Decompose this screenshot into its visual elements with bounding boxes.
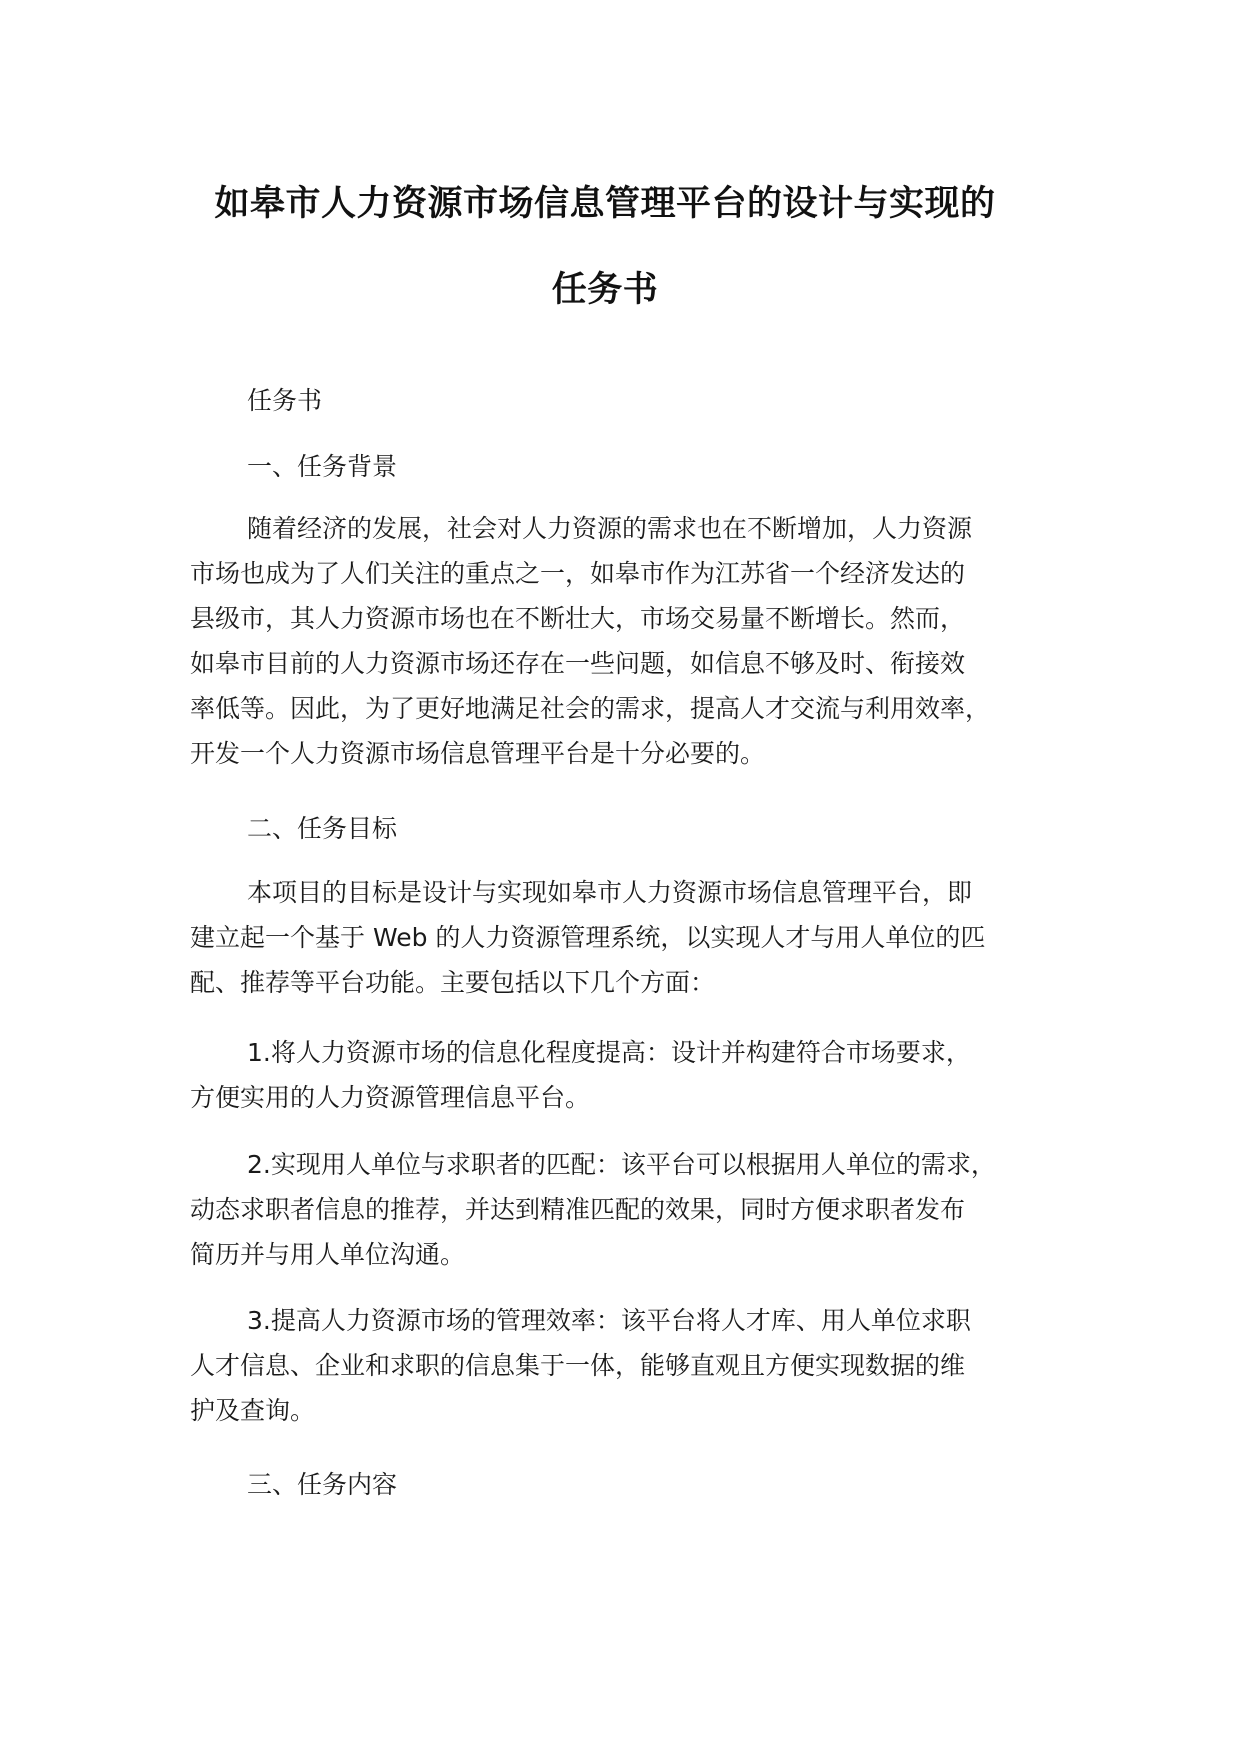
paragraph-line: 如皋市目前的人力资源市场还存在一些问题，如信息不够及时、衔接效: [190, 649, 966, 678]
goal-item-2: [190, 1142, 1080, 1277]
section1-paragraph: [190, 506, 1080, 776]
paragraph-line: 率低等。因此，为了更好地满足社会的需求，提高人才交流与利用效率，: [190, 694, 991, 723]
paragraph-line: 护及查询。: [190, 1396, 316, 1425]
document-title-line1: 如皋市人力资源市场信息管理平台的设计与实现的: [214, 184, 996, 224]
paragraph-line: 动态求职者信息的推荐，并达到精准匹配的效果，同时方便求职者发布: [190, 1195, 966, 1224]
paragraph-line: 市场也成为了人们关注的重点之一，如皋市作为江苏省一个经济发达的: [190, 559, 966, 588]
goal-item-3: [190, 1298, 1080, 1433]
section1-heading: 一、任务背景: [247, 452, 398, 481]
paragraph-line: 配、推荐等平台功能。主要包括以下几个方面：: [190, 968, 716, 997]
document-title-line2: 任务书: [551, 270, 659, 310]
paragraph-line: 建立起一个基于 Web 的人力资源管理系统，以实现人才与用人单位的匹: [190, 923, 986, 952]
paragraph-line: 人才信息、企业和求职的信息集于一体，能够直观且方便实现数据的维: [190, 1351, 966, 1380]
paragraph-line: 随着经济的发展，社会对人力资源的需求也在不断增加，人力资源: [247, 514, 973, 543]
paragraph-line: 开发一个人力资源市场信息管理平台是十分必要的。: [190, 739, 766, 768]
paragraph-line: 1.将人力资源市场的信息化程度提高：设计并构建符合市场要求，: [247, 1038, 971, 1067]
section2-heading: 二、任务目标: [247, 814, 398, 843]
paragraph-line: 本项目的目标是设计与实现如皋市人力资源市场信息管理平台，即: [247, 878, 973, 907]
goal-item-1: [190, 1030, 1080, 1120]
paragraph-line: 县级市，其人力资源市场也在不断壮大，市场交易量不断增长。然而，: [190, 604, 966, 633]
section2-paragraph: [190, 870, 1080, 1005]
paragraph-line: 3.提高人力资源市场的管理效率：该平台将人才库、用人单位求职: [247, 1306, 971, 1335]
paragraph-line: 2.实现用人单位与求职者的匹配：该平台可以根据用人单位的需求，: [247, 1150, 996, 1179]
paragraph-line: 方便实用的人力资源管理信息平台。: [190, 1083, 591, 1112]
section3-heading: 三、任务内容: [247, 1470, 398, 1499]
task-book-label: 任务书: [247, 386, 323, 415]
paragraph-line: 简历并与用人单位沟通。: [190, 1240, 466, 1269]
